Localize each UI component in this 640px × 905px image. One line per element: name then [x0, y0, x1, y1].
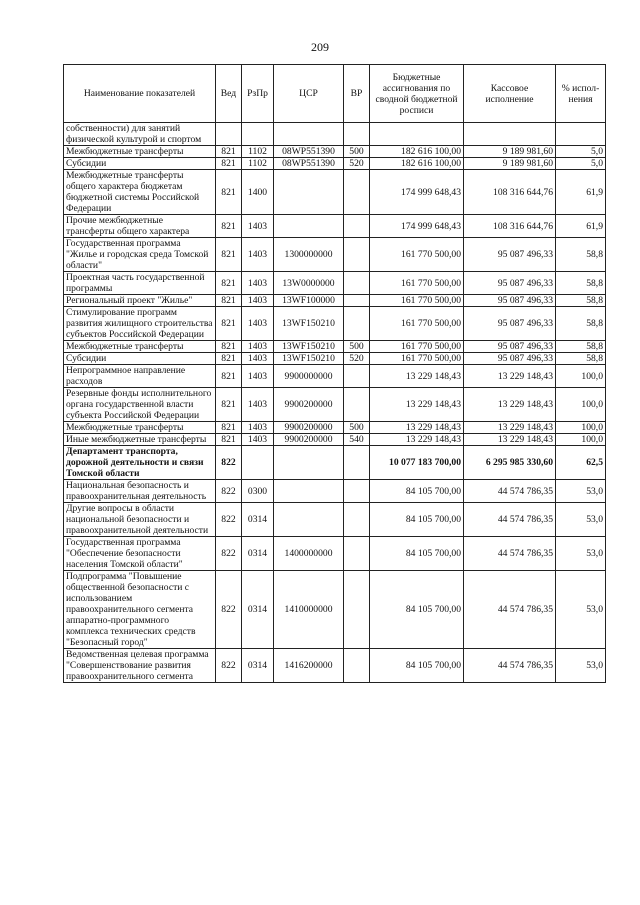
cell-ved: 822	[216, 480, 242, 503]
cell-rzpr: 1403	[242, 434, 274, 446]
cell-vr	[344, 238, 370, 272]
cell-name: Государственная программа "Обеспечение безопасности населения Томской области"	[64, 537, 216, 571]
cell-vr: 500	[344, 341, 370, 353]
cell-assignments: 13 229 148,43	[370, 434, 464, 446]
cell-vr: 520	[344, 158, 370, 170]
cell-cash: 13 229 148,43	[464, 388, 556, 422]
table-row	[64, 158, 606, 170]
cell-name: Субсидии	[64, 158, 216, 170]
cell-vr: 500	[344, 146, 370, 158]
cell-assignments: 13 229 148,43	[370, 422, 464, 434]
cell-rzpr: 0314	[242, 503, 274, 537]
cell-assignments: 174 999 648,43	[370, 170, 464, 215]
cell-percent: 5,0	[556, 146, 606, 158]
cell-ved: 821	[216, 170, 242, 215]
cell-percent: 5,0	[556, 158, 606, 170]
cell-csr: 08WP551390	[274, 158, 344, 170]
cell-assignments: 161 770 500,00	[370, 238, 464, 272]
cell-cash	[464, 123, 556, 146]
table-row	[64, 170, 606, 215]
cell-percent: 62,5	[556, 446, 606, 480]
cell-assignments: 174 999 648,43	[370, 215, 464, 238]
table-row	[64, 434, 606, 446]
cell-vr	[344, 365, 370, 388]
cell-rzpr: 0314	[242, 649, 274, 683]
table-row	[64, 388, 606, 422]
cell-ved: 821	[216, 353, 242, 365]
cell-percent: 58,8	[556, 307, 606, 341]
table-row	[64, 446, 606, 480]
cell-name: Межбюджетные трансферты	[64, 422, 216, 434]
cell-vr	[344, 503, 370, 537]
cell-csr	[274, 480, 344, 503]
cell-name: Непрограммное направление расходов	[64, 365, 216, 388]
cell-rzpr: 1403	[242, 215, 274, 238]
cell-name: Государственная программа "Жилье и городская среда Томской области"	[64, 238, 216, 272]
cell-assignments: 161 770 500,00	[370, 341, 464, 353]
page-number: 209	[311, 40, 329, 54]
cell-vr	[344, 215, 370, 238]
table-row	[64, 215, 606, 238]
cell-assignments: 84 105 700,00	[370, 480, 464, 503]
cell-rzpr: 1403	[242, 295, 274, 307]
cell-name: Департамент транспорта, дорожной деятельности и связи Томской области	[64, 446, 216, 480]
cell-ved: 821	[216, 365, 242, 388]
cell-csr	[274, 123, 344, 146]
cell-vr: 520	[344, 353, 370, 365]
cell-ved: 821	[216, 388, 242, 422]
cell-percent: 58,8	[556, 238, 606, 272]
cell-ved: 821	[216, 341, 242, 353]
cell-assignments: 84 105 700,00	[370, 503, 464, 537]
cell-vr	[344, 649, 370, 683]
cell-assignments	[370, 123, 464, 146]
cell-vr	[344, 446, 370, 480]
cell-csr: 08WP551390	[274, 146, 344, 158]
cell-name: Подпрограмма "Повышение общественной безопасности с использованием правоохранительного сегмента аппаратно-программного комплекса технических средств "Безопасный город"	[64, 571, 216, 649]
cell-cash: 13 229 148,43	[464, 365, 556, 388]
cell-rzpr: 1403	[242, 422, 274, 434]
cell-csr: 9900200000	[274, 434, 344, 446]
cell-csr: 13WF150210	[274, 307, 344, 341]
cell-csr: 1410000000	[274, 571, 344, 649]
cell-name: Иные межбюджетные трансферты	[64, 434, 216, 446]
cell-csr	[274, 170, 344, 215]
cell-percent: 100,0	[556, 388, 606, 422]
header-csr: ЦСР	[274, 65, 344, 123]
cell-rzpr: 1403	[242, 307, 274, 341]
cell-rzpr: 1102	[242, 158, 274, 170]
cell-rzpr: 0314	[242, 571, 274, 649]
cell-ved: 821	[216, 146, 242, 158]
table-body	[64, 123, 606, 683]
cell-percent: 61,9	[556, 215, 606, 238]
table-row	[64, 537, 606, 571]
cell-cash: 9 189 981,60	[464, 146, 556, 158]
cell-cash: 44 574 786,35	[464, 503, 556, 537]
cell-csr: 13W0000000	[274, 272, 344, 295]
cell-csr	[274, 215, 344, 238]
cell-cash: 13 229 148,43	[464, 434, 556, 446]
cell-name: Резервные фонды исполнительного органа государственной власти субъекта Российской Федерации	[64, 388, 216, 422]
cell-percent: 53,0	[556, 649, 606, 683]
cell-csr: 13WF100000	[274, 295, 344, 307]
cell-vr	[344, 272, 370, 295]
cell-ved	[216, 123, 242, 146]
cell-percent: 58,8	[556, 295, 606, 307]
cell-percent: 58,8	[556, 272, 606, 295]
cell-assignments: 161 770 500,00	[370, 272, 464, 295]
cell-cash: 9 189 981,60	[464, 158, 556, 170]
cell-name: Другие вопросы в области национальной безопасности и правоохранительной деятельности	[64, 503, 216, 537]
table-row	[64, 649, 606, 683]
table-row	[64, 571, 606, 649]
cell-ved: 821	[216, 272, 242, 295]
cell-percent: 100,0	[556, 434, 606, 446]
cell-percent: 53,0	[556, 571, 606, 649]
cell-percent: 53,0	[556, 480, 606, 503]
header-rzpr: РзПр	[242, 65, 274, 123]
cell-rzpr: 1403	[242, 238, 274, 272]
cell-vr	[344, 480, 370, 503]
cell-assignments: 161 770 500,00	[370, 307, 464, 341]
cell-assignments: 182 616 100,00	[370, 146, 464, 158]
cell-csr: 9900000000	[274, 365, 344, 388]
cell-ved: 822	[216, 649, 242, 683]
cell-assignments: 13 229 148,43	[370, 388, 464, 422]
cell-ved: 822	[216, 537, 242, 571]
table-row	[64, 146, 606, 158]
cell-name: Национальная безопасность и правоохранительная деятельность	[64, 480, 216, 503]
cell-cash: 13 229 148,43	[464, 422, 556, 434]
cell-cash: 95 087 496,33	[464, 341, 556, 353]
cell-cash: 95 087 496,33	[464, 353, 556, 365]
cell-assignments: 161 770 500,00	[370, 295, 464, 307]
header-name: Наименование показателей	[64, 65, 216, 123]
cell-rzpr: 1403	[242, 272, 274, 295]
cell-name: Межбюджетные трансферты	[64, 341, 216, 353]
table-row	[64, 272, 606, 295]
cell-name: Субсидии	[64, 353, 216, 365]
cell-vr: 540	[344, 434, 370, 446]
cell-rzpr	[242, 123, 274, 146]
table-header-row	[64, 65, 606, 123]
cell-assignments: 84 105 700,00	[370, 649, 464, 683]
cell-name: собственности) для занятий физической культурой и спортом	[64, 123, 216, 146]
table-row	[64, 238, 606, 272]
header-percent: % испол-нения	[556, 65, 606, 123]
cell-csr: 1300000000	[274, 238, 344, 272]
cell-cash: 108 316 644,76	[464, 215, 556, 238]
cell-csr	[274, 446, 344, 480]
cell-rzpr: 1403	[242, 353, 274, 365]
cell-vr	[344, 388, 370, 422]
cell-ved: 821	[216, 422, 242, 434]
cell-name: Региональный проект "Жилье"	[64, 295, 216, 307]
cell-csr: 13WF150210	[274, 353, 344, 365]
table-row	[64, 503, 606, 537]
table-row	[64, 480, 606, 503]
cell-cash: 6 295 985 330,60	[464, 446, 556, 480]
table-row	[64, 123, 606, 146]
cell-percent: 58,8	[556, 341, 606, 353]
cell-percent: 53,0	[556, 503, 606, 537]
cell-rzpr: 1403	[242, 341, 274, 353]
cell-csr: 1400000000	[274, 537, 344, 571]
table-row	[64, 422, 606, 434]
header-cash: Кассовое исполнение	[464, 65, 556, 123]
cell-vr: 500	[344, 422, 370, 434]
cell-ved: 821	[216, 295, 242, 307]
cell-percent	[556, 123, 606, 146]
cell-assignments: 182 616 100,00	[370, 158, 464, 170]
table-row	[64, 353, 606, 365]
cell-csr: 13WF150210	[274, 341, 344, 353]
cell-cash: 44 574 786,35	[464, 571, 556, 649]
cell-csr	[274, 503, 344, 537]
cell-cash: 95 087 496,33	[464, 272, 556, 295]
cell-vr	[344, 537, 370, 571]
cell-ved: 822	[216, 503, 242, 537]
table-row	[64, 295, 606, 307]
cell-vr	[344, 170, 370, 215]
cell-ved: 821	[216, 158, 242, 170]
cell-assignments: 84 105 700,00	[370, 537, 464, 571]
header-assignments: Бюджетные ассигнования по сводной бюджетной росписи	[370, 65, 464, 123]
cell-csr: 9900200000	[274, 422, 344, 434]
cell-vr	[344, 295, 370, 307]
cell-cash: 95 087 496,33	[464, 238, 556, 272]
cell-percent: 58,8	[556, 353, 606, 365]
cell-csr: 1416200000	[274, 649, 344, 683]
cell-percent: 61,9	[556, 170, 606, 215]
cell-rzpr: 0314	[242, 537, 274, 571]
cell-name: Межбюджетные трансферты общего характера бюджетам бюджетной системы Российской Федерации	[64, 170, 216, 215]
cell-rzpr: 1403	[242, 365, 274, 388]
cell-assignments: 84 105 700,00	[370, 571, 464, 649]
cell-name: Прочие межбюджетные трансферты общего характера	[64, 215, 216, 238]
cell-rzpr: 1102	[242, 146, 274, 158]
cell-assignments: 161 770 500,00	[370, 353, 464, 365]
cell-cash: 44 574 786,35	[464, 649, 556, 683]
cell-vr	[344, 123, 370, 146]
cell-cash: 44 574 786,35	[464, 480, 556, 503]
cell-cash: 95 087 496,33	[464, 307, 556, 341]
cell-cash: 44 574 786,35	[464, 537, 556, 571]
cell-ved: 821	[216, 434, 242, 446]
header-ved: Вед	[216, 65, 242, 123]
cell-ved: 822	[216, 571, 242, 649]
cell-ved: 822	[216, 446, 242, 480]
cell-rzpr: 1403	[242, 388, 274, 422]
cell-ved: 821	[216, 307, 242, 341]
cell-rzpr	[242, 446, 274, 480]
cell-name: Проектная часть государственной программы	[64, 272, 216, 295]
cell-assignments: 13 229 148,43	[370, 365, 464, 388]
cell-name: Межбюджетные трансферты	[64, 146, 216, 158]
table-row	[64, 365, 606, 388]
cell-ved: 821	[216, 215, 242, 238]
table-row	[64, 307, 606, 341]
cell-vr	[344, 307, 370, 341]
cell-vr	[344, 571, 370, 649]
budget-table	[63, 64, 606, 683]
cell-assignments: 10 077 183 700,00	[370, 446, 464, 480]
cell-percent: 100,0	[556, 365, 606, 388]
cell-rzpr: 0300	[242, 480, 274, 503]
cell-percent: 53,0	[556, 537, 606, 571]
cell-ved: 821	[216, 238, 242, 272]
cell-name: Стимулирование программ развития жилищного строительства субъектов Российской Федерации	[64, 307, 216, 341]
header-vr: ВР	[344, 65, 370, 123]
table-row	[64, 341, 606, 353]
cell-percent: 100,0	[556, 422, 606, 434]
cell-rzpr: 1400	[242, 170, 274, 215]
cell-cash: 95 087 496,33	[464, 295, 556, 307]
cell-name: Ведомственная целевая программа "Совершенствование развития правоохранительного сегмента	[64, 649, 216, 683]
cell-csr: 9900200000	[274, 388, 344, 422]
cell-cash: 108 316 644,76	[464, 170, 556, 215]
